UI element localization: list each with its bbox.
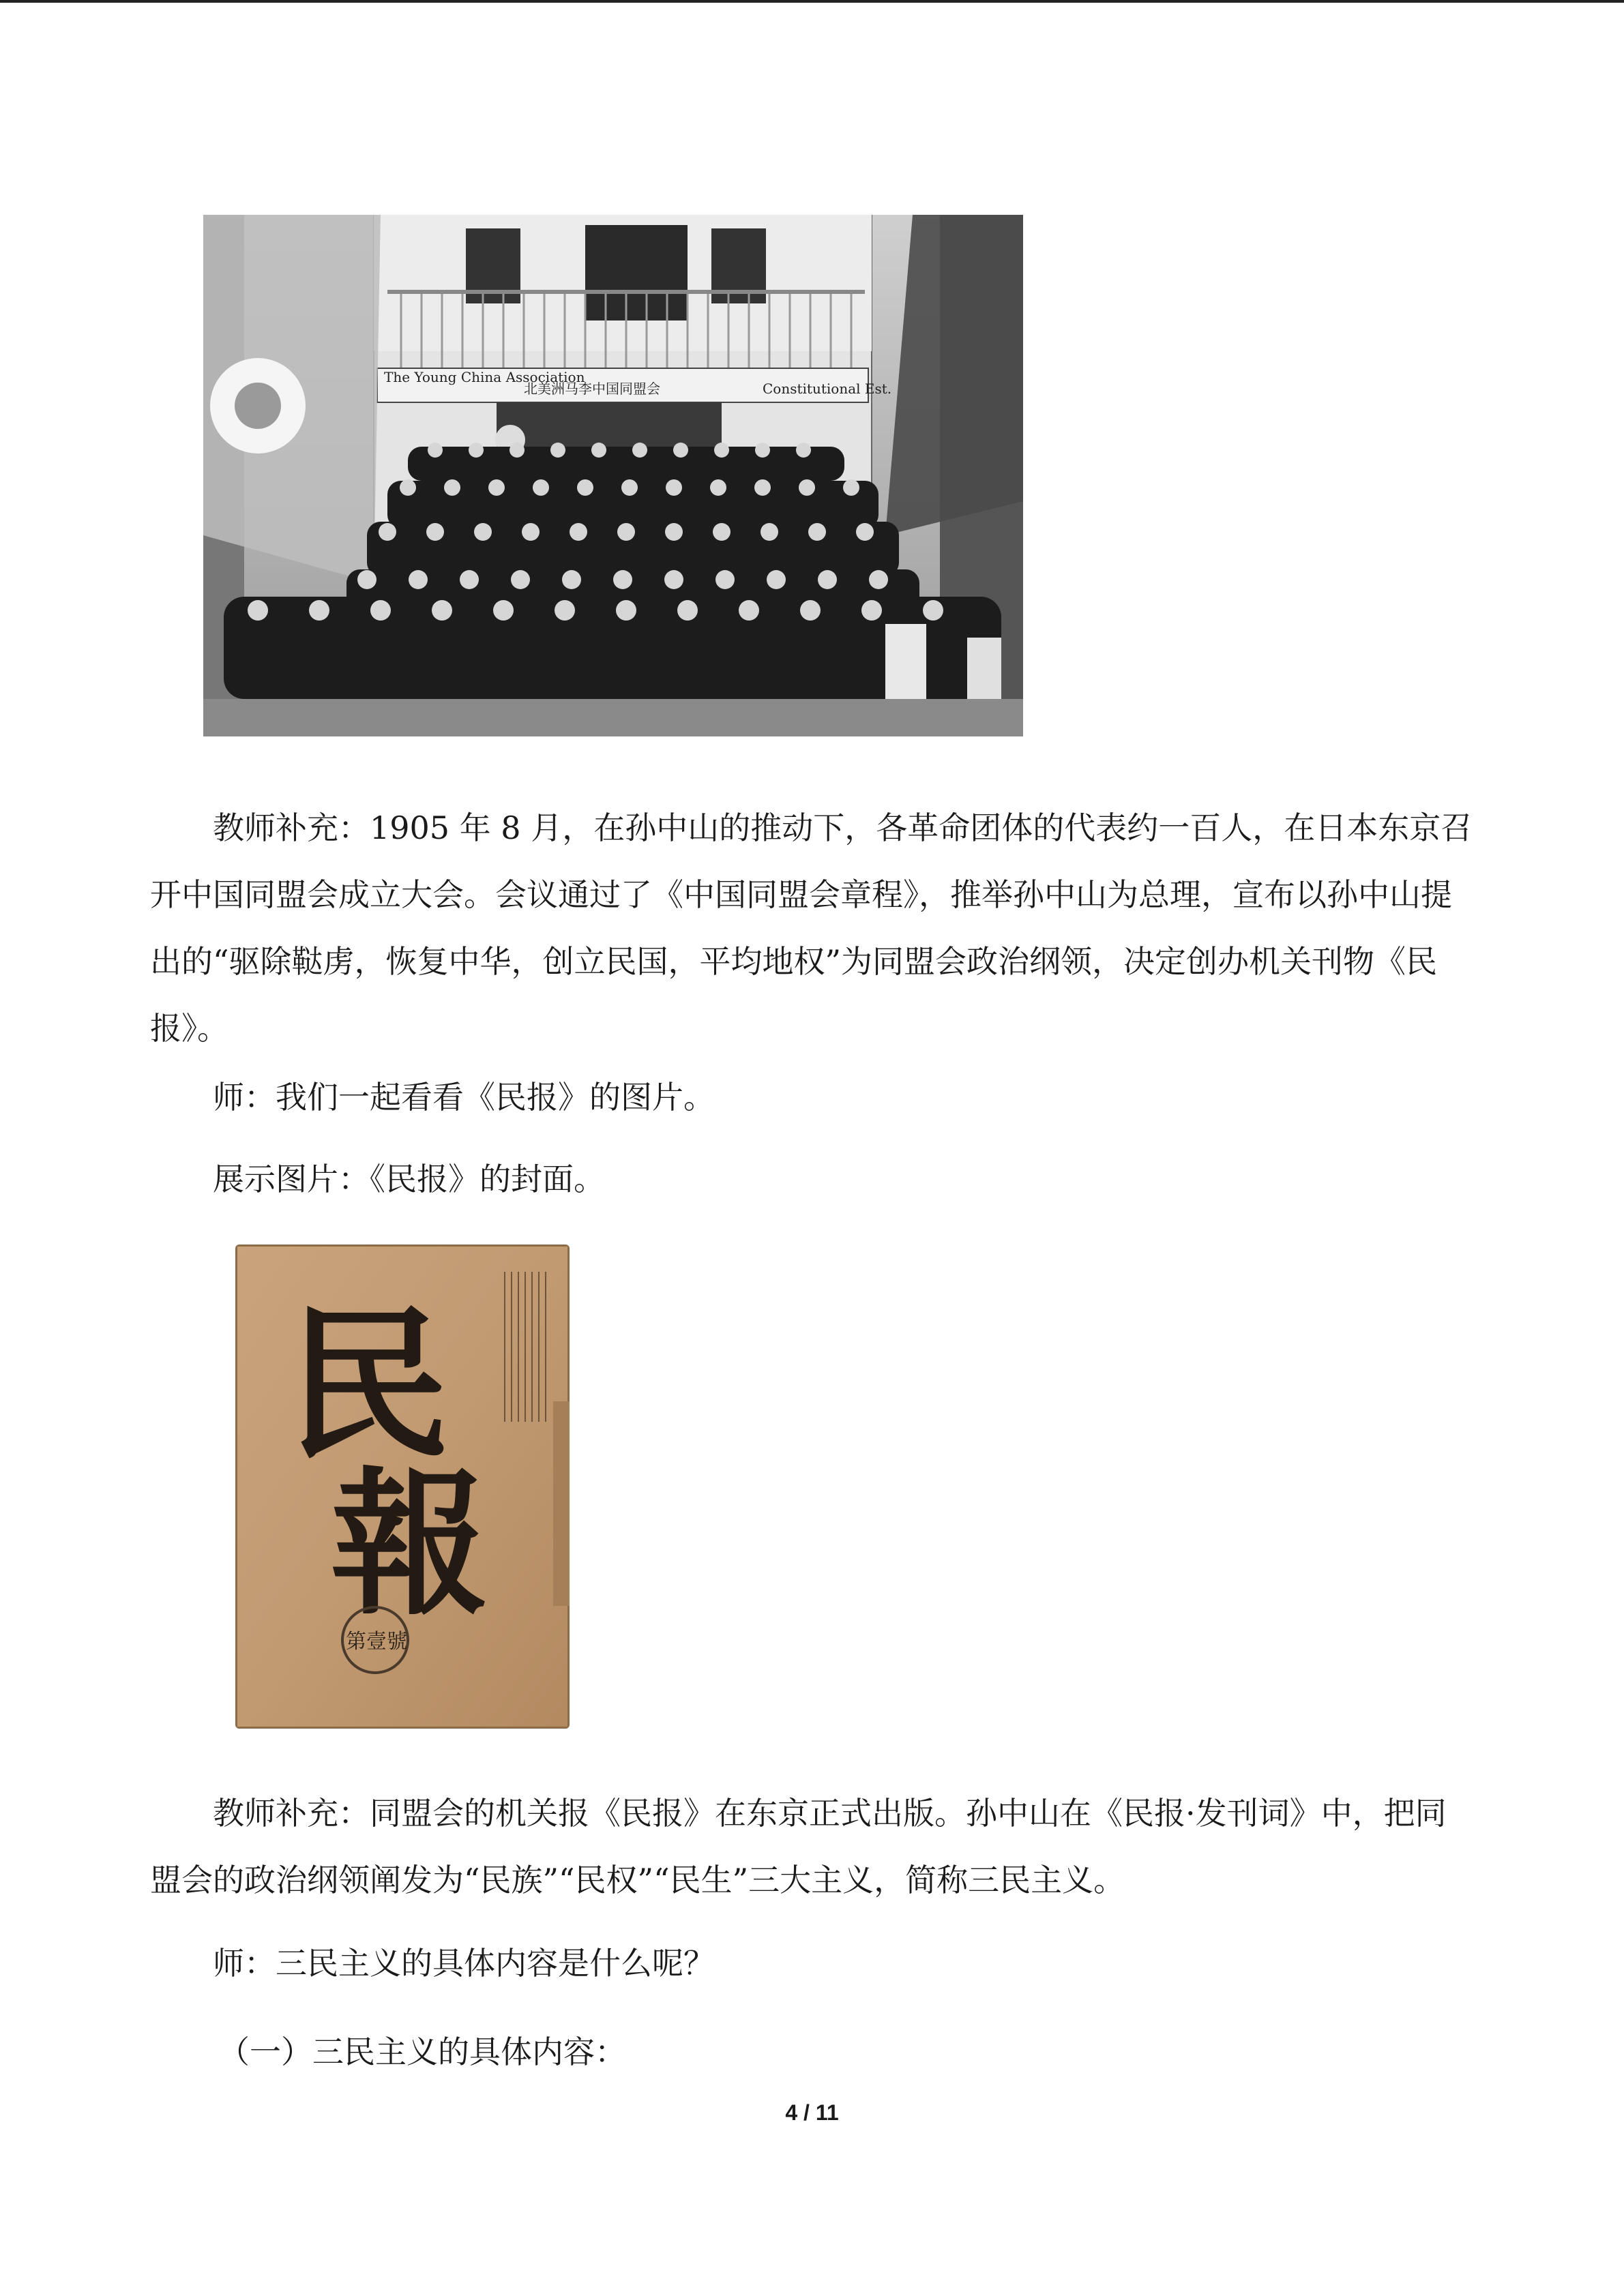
paragraph-show-image: 展示图片：《民报》的封面。 <box>213 1161 605 1197</box>
paragraph-teacher-supplement-2: 教师补充：同盟会的机关报《民报》在东京正式出版。孙中山在《民报·发刊词》中，把同盟会的政治纲领阐发为“民族”“民权”“民生”三大主义，简称三民主义。 <box>150 1795 1447 1898</box>
cover-title-char-1: 民 <box>286 1289 451 1481</box>
top-border <box>0 0 1624 3</box>
page-number: 4 / 11 <box>785 2100 839 2125</box>
minbao-cover-svg <box>235 1244 570 1729</box>
paragraph-teacher-supplement-1: 教师补充：1905 年 8 月，在孙中山的推动下，各革命团体的代表约一百人，在日本东京召开中国同盟会成立大会。会议通过了《中国同盟会章程》，推举孙中山为总理，宣布以孙中山提出的“驱除鞑虏，恢复中华，创立民国，平均地权”为同盟会政治纲领，决定创办机关刊物《民报》。 <box>150 809 1473 1047</box>
paragraph-teacher-prompt-1: 师：我们一起看看《民报》的图片。 <box>213 1079 715 1116</box>
section-heading-three-principles: （一）三民主义的具体内容： <box>218 2033 626 2070</box>
banner-english-right: Constitutional Est. <box>763 381 892 397</box>
banner-english-left: The Young China Association <box>384 369 585 385</box>
group-photo <box>203 215 1023 736</box>
paragraph-teacher-prompt-2: 师：三民主义的具体内容是什么呢？ <box>213 1945 715 1982</box>
cover-issue-stamp: 第壹號 <box>346 1630 407 1654</box>
banner-chinese: 北美洲马李中国同盟会 <box>524 381 660 397</box>
minbao-cover-image <box>235 1244 570 1729</box>
group-photo-svg <box>203 215 1023 736</box>
cover-title-char-2: 報 <box>331 1452 488 1637</box>
